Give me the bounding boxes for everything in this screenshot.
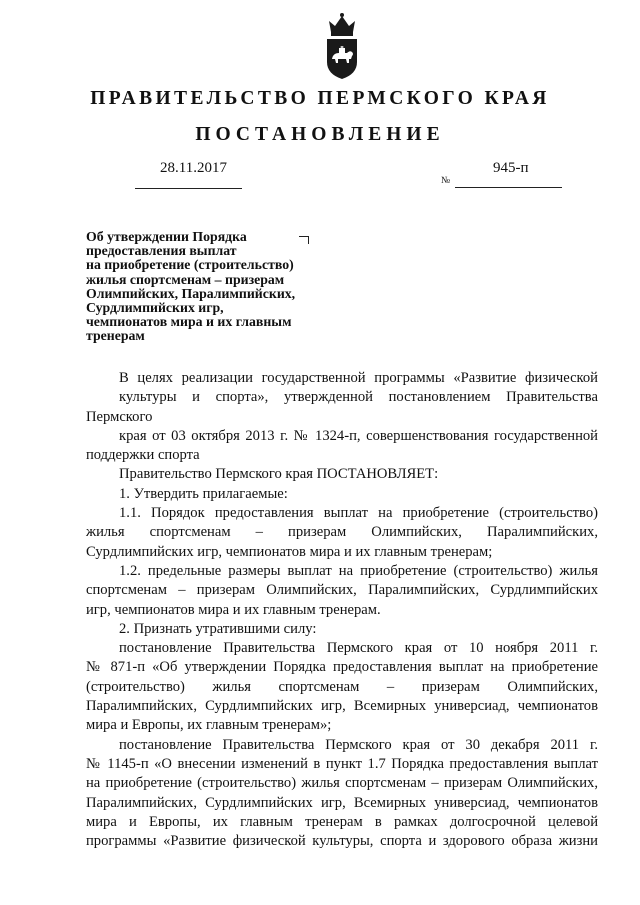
text-line: № 1145-п «О внесении изменений в пункт 1.7 Порядка предоставления выплат bbox=[86, 755, 598, 772]
document-number: 945-п bbox=[493, 160, 529, 176]
paragraph-repealed-1 bbox=[86, 639, 598, 735]
text-line: 1.1. Порядок предоставления выплат на приобретение (строительство) bbox=[119, 505, 598, 522]
text-line: спортсменам – призерам Олимпийских, Паралимпийских, Сурдлимпийских bbox=[86, 582, 598, 599]
date-underline bbox=[135, 188, 242, 189]
document-type: ПОСТАНОВЛЕНИЕ bbox=[195, 124, 445, 145]
text-line: поддержки спорта bbox=[86, 447, 200, 464]
text-line: Паралимпийских, Сурдлимпийских игр, Всемирных универсиад, чемпионатов bbox=[86, 698, 598, 715]
subject-line: Олимпийских, Паралимпийских, bbox=[86, 285, 296, 301]
text-line: 1.2. предельные размеры выплат на приобретение (строительство) жилья bbox=[119, 562, 598, 579]
text-line: на приобретение (строительство) жилья спортсменам – призерам Олимпийских, bbox=[86, 775, 598, 792]
text-line: Паралимпийских, Сурдлимпийских игр, Всемирных универсиад, чемпионатов bbox=[86, 794, 598, 811]
document-subject bbox=[86, 230, 321, 344]
text-line: В целях реализации государственной программы «Развитие физической bbox=[119, 370, 598, 386]
paragraph-resolves: Правительство Пермского края ПОСТАНОВЛЯЕТ: bbox=[119, 466, 439, 483]
subject-line: на приобретение (строительство) bbox=[86, 257, 294, 273]
text-line: постановление Правительства Пермского края от 10 ноября 2011 г. bbox=[119, 640, 598, 657]
subject-line: Об утверждении Порядка bbox=[86, 229, 247, 244]
subject-line: чемпионатов мира и их главным bbox=[86, 314, 292, 330]
text-line: постановление Правительства Пермского края от 30 декабря 2011 г. bbox=[119, 736, 598, 753]
text-line: программы «Развитие физической культуры, спорта и здорового образа жизни bbox=[86, 833, 598, 850]
text-line: игр, чемпионатов мира и их главным тренерам. bbox=[86, 601, 381, 618]
text-line: культуры и спорта», утвержденной постановлением Правительства Пермского bbox=[86, 389, 598, 425]
subject-line: Сурдлимпийских игр, bbox=[86, 300, 224, 316]
paragraph-item-1: 1. Утвердить прилагаемые: bbox=[119, 485, 288, 502]
document-date: 28.11.2017 bbox=[160, 160, 227, 176]
organization-title: ПРАВИТЕЛЬСТВО ПЕРМСКОГО КРАЯ bbox=[90, 88, 550, 109]
text-line: жилья спортсменам – призерам Олимпийских, Паралимпийских, bbox=[86, 524, 598, 541]
paragraph-item-1-1 bbox=[86, 504, 598, 562]
subject-line: жилья спортсменам – призерам bbox=[86, 271, 285, 287]
text-line: мира и Европы, их главным тренерам в рамках долгосрочной целевой bbox=[86, 813, 598, 830]
text-line: № 871-п «Об утверждении Порядка предоставления выплат на приобретение bbox=[86, 659, 598, 676]
text-line: (строительство) жилья спортсменам – призерам Олимпийских, bbox=[86, 678, 598, 695]
subject-line: тренерам bbox=[86, 328, 145, 344]
text-line: мира и Европы, их главным тренерам»; bbox=[86, 717, 332, 734]
number-sign: № bbox=[441, 176, 451, 186]
paragraph-preamble bbox=[86, 369, 598, 465]
number-underline bbox=[455, 187, 562, 188]
paragraph-item-2: 2. Признать утратившими силу: bbox=[119, 620, 317, 637]
subject-line: предоставления выплат bbox=[86, 243, 237, 259]
text-line: края от 03 октября 2013 г. № 1324-п, совершенствования государственной bbox=[119, 427, 598, 444]
text-line: Сурдлимпийских игр, чемпионатов мира и их главным тренерам; bbox=[86, 543, 493, 560]
document-body bbox=[86, 369, 598, 851]
paragraph-item-1-2 bbox=[86, 562, 598, 620]
paragraph-repealed-2 bbox=[86, 736, 598, 852]
coat-of-arms-icon bbox=[324, 12, 360, 80]
